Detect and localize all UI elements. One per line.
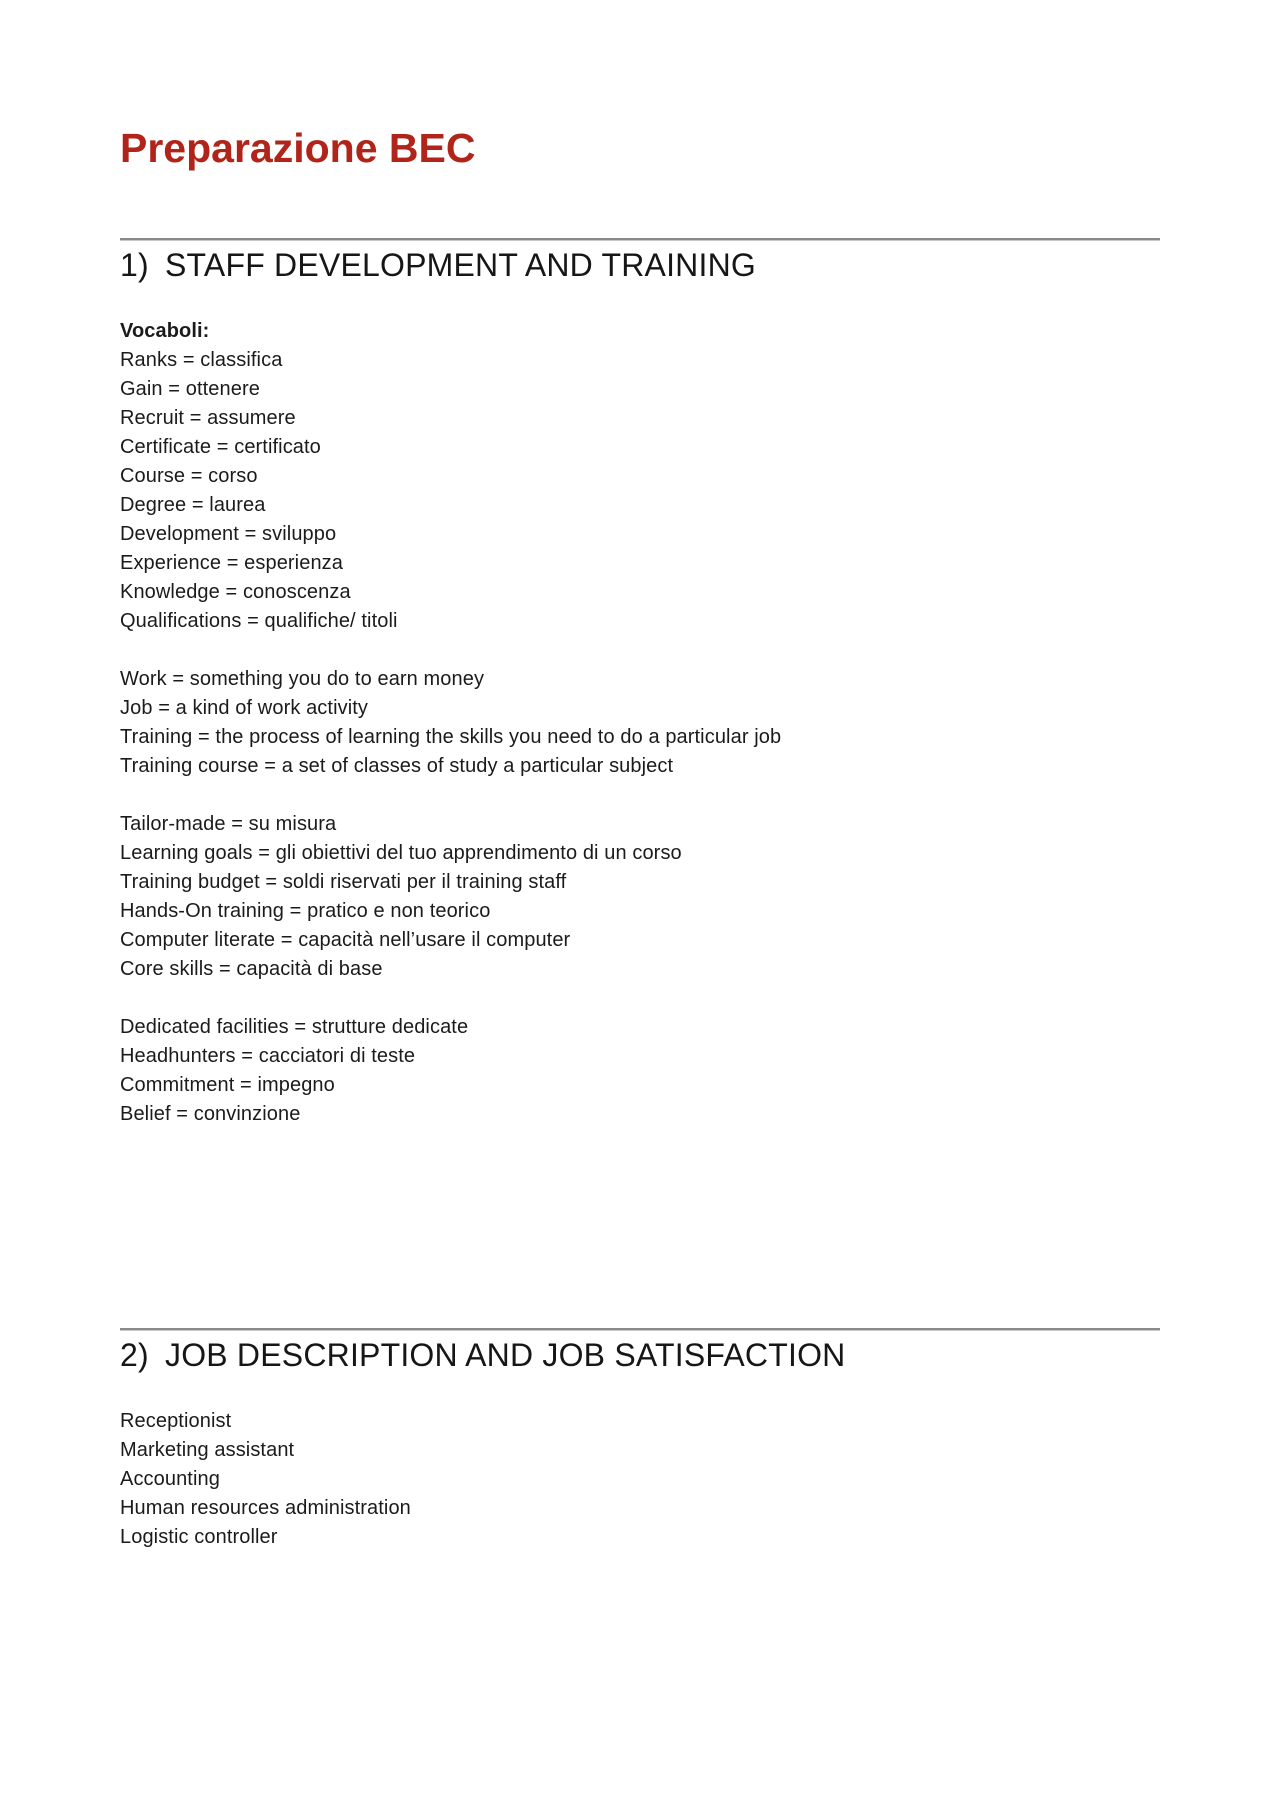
vocab-line: Marketing assistant <box>120 1439 295 1461</box>
section-divider-line <box>120 1328 1160 1331</box>
vocab-line: Belief = convinzione <box>120 1103 301 1125</box>
vocab-line: Core skills = capacità di base <box>120 958 383 980</box>
vocab-group <box>120 1013 1160 1129</box>
document-title: Preparazione BEC <box>120 125 476 171</box>
vocab-line: Human resources administration <box>120 1497 411 1519</box>
vocab-line: Headhunters = cacciatori di teste <box>120 1045 416 1067</box>
vocab-line: Development = sviluppo <box>120 523 337 545</box>
section-heading <box>120 1335 1160 1375</box>
vocab-line: Hands-On training = pratico e non teorico <box>120 900 491 922</box>
vocab-line: Receptionist <box>120 1410 232 1432</box>
vocab-line: Learning goals = gli obiettivi del tuo apprendimento di un corso <box>120 842 682 864</box>
vocab-group <box>120 1407 1160 1552</box>
vocab-line: Qualifications = qualifiche/ titoli <box>120 610 398 632</box>
vocab-line: Commitment = impegno <box>120 1074 335 1096</box>
vocab-line: Job = a kind of work activity <box>120 697 369 719</box>
vocab-line: Experience = esperienza <box>120 552 343 574</box>
vocab-line: Certificate = certificato <box>120 436 321 458</box>
job-list-block <box>120 1407 1160 1552</box>
job-list <box>120 1407 1160 1552</box>
vocab-line: Course = corso <box>120 465 258 487</box>
section-job-description-and-job-satisfaction <box>120 1328 1160 1552</box>
vocabulary-block <box>120 317 1160 1129</box>
vocab-line: Training budget = soldi riservati per il training staff <box>120 871 567 893</box>
vocab-line: Gain = ottenere <box>120 378 260 400</box>
vocabulary-list <box>120 346 1160 1129</box>
vocab-line: Knowledge = conoscenza <box>120 581 351 603</box>
section-title: JOB DESCRIPTION AND JOB SATISFACTION <box>165 1337 846 1373</box>
section-staff-development-and-training <box>120 238 1160 1129</box>
vocab-line: Work = something you do to earn money <box>120 668 485 690</box>
section-number: 1) <box>120 247 149 283</box>
vocab-line: Ranks = classifica <box>120 349 283 371</box>
vocabulary-label: Vocaboli: <box>120 320 210 342</box>
section-heading <box>120 245 1160 285</box>
vocab-line: Training = the process of learning the skills you need to do a particular job <box>120 726 782 748</box>
vocab-line: Logistic controller <box>120 1526 278 1548</box>
vocab-line: Recruit = assumere <box>120 407 296 429</box>
vocab-line: Accounting <box>120 1468 220 1490</box>
section-number: 2) <box>120 1337 149 1373</box>
section-divider-line <box>120 238 1160 241</box>
vocab-group <box>120 665 1160 781</box>
vocab-line: Training course = a set of classes of study a particular subject <box>120 755 674 777</box>
vocab-line: Tailor-made = su misura <box>120 813 337 835</box>
vocab-line: Degree = laurea <box>120 494 266 516</box>
section-title: STAFF DEVELOPMENT AND TRAINING <box>165 247 756 283</box>
vocab-line: Computer literate = capacità nell’usare il computer <box>120 929 571 951</box>
vocab-line: Dedicated facilities = strutture dedicate <box>120 1016 469 1038</box>
vocab-group <box>120 346 1160 636</box>
vocab-group <box>120 810 1160 984</box>
